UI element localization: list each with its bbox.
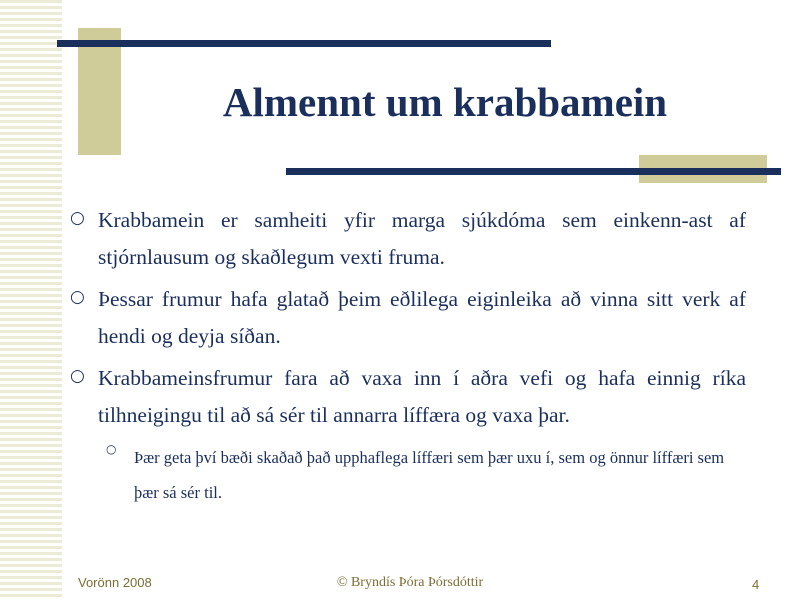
bullet-text: Krabbamein er samheiti yfir marga sjúkdóma sem einkenn-ast af stjórnlausum og skaðlegum vexti fruma. bbox=[98, 208, 746, 269]
sub-bullet-item bbox=[66, 440, 746, 510]
hollow-circle-bullet-icon: ○ bbox=[70, 287, 85, 307]
striped-margin-decoration bbox=[0, 0, 62, 600]
footer-date: Vorönn 2008 bbox=[78, 575, 152, 590]
bullet-item bbox=[66, 360, 746, 434]
navy-bar-decoration-top bbox=[57, 40, 551, 47]
navy-bar-decoration-bottom bbox=[286, 168, 781, 175]
bullet-list bbox=[66, 202, 746, 510]
hollow-circle-bullet-icon: ○ bbox=[70, 208, 85, 228]
bullet-item bbox=[66, 281, 746, 355]
bullet-item bbox=[66, 202, 746, 276]
page-number: 4 bbox=[752, 577, 760, 592]
slide-title: Almennt um krabbamein bbox=[222, 79, 668, 125]
footer-author: © Bryndís Þóra Þórsdóttir bbox=[336, 575, 484, 590]
hollow-circle-small-bullet-icon: ○ bbox=[106, 442, 117, 456]
bullet-text: Krabbameinsfrumur fara að vaxa inn í aðra vefi og hafa einnig ríka tilhneigingu til að sá sér til annarra líffæra og vaxa þar. bbox=[98, 366, 746, 427]
hollow-circle-bullet-icon: ○ bbox=[70, 366, 85, 386]
sub-bullet-text: Þær geta því bæði skaðað það upphaflega líffæri sem þær uxu í, sem og önnur líffæri sem þær sá sér til. bbox=[134, 448, 725, 502]
bullet-text: Þessar frumur hafa glatað þeim eðlilega eiginleika að vinna sitt verk af hendi og deyja síðan. bbox=[98, 287, 746, 348]
olive-block-decoration-top bbox=[78, 28, 121, 155]
